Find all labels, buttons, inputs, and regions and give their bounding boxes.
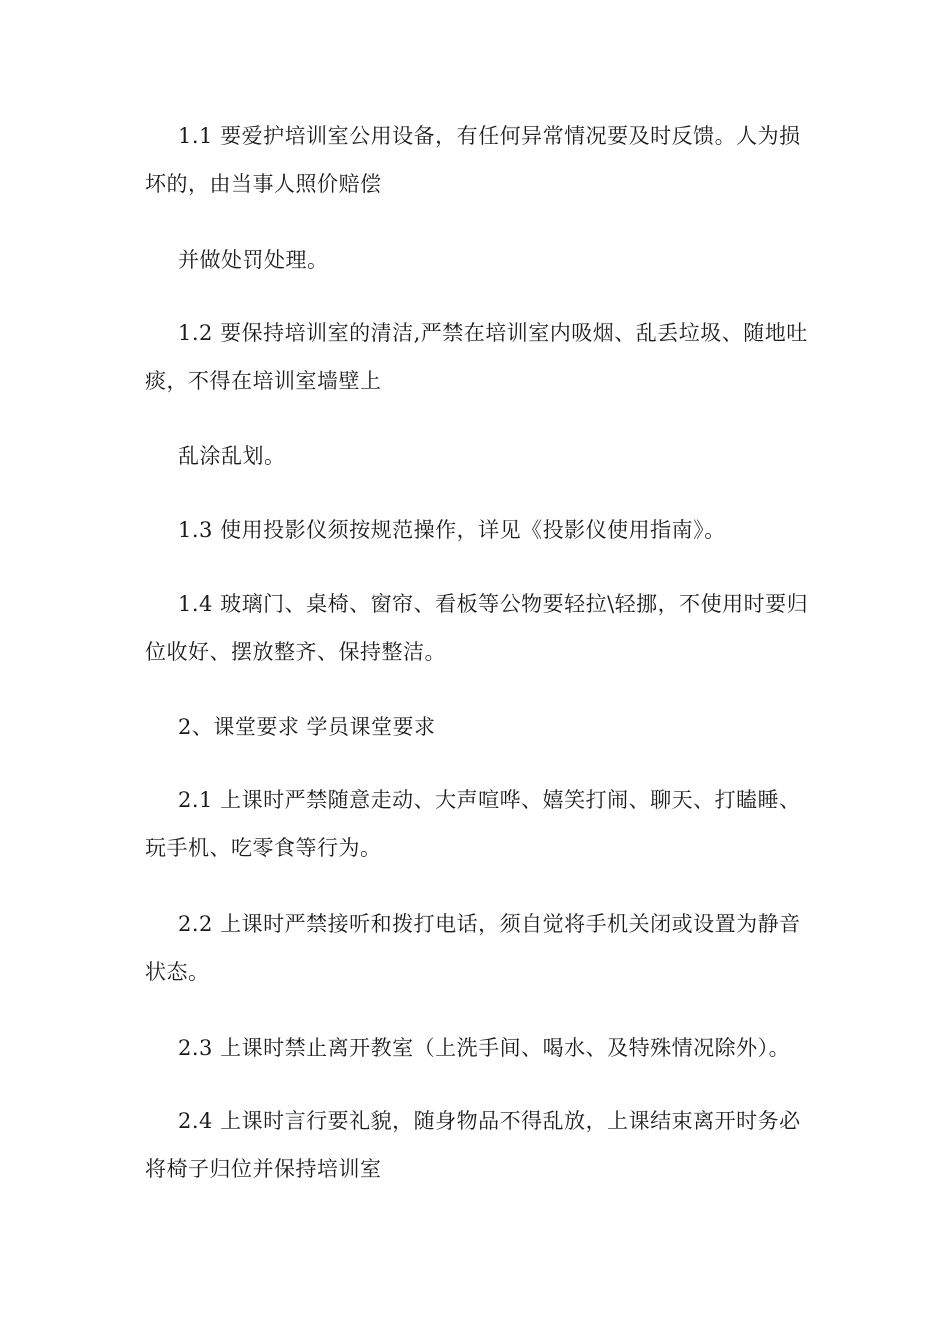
paragraph-1-1 (145, 112, 813, 208)
section-heading-2 (145, 703, 813, 751)
paragraph-line: 位收好、摆放整齐、保持整洁。 (145, 640, 446, 664)
paragraph-line: 玩手机、吃零食等行为。 (145, 836, 382, 860)
paragraph-line: 并做处罚处理。 (178, 248, 329, 272)
paragraph-line: 坏的，由当事人照价赔偿 (145, 172, 382, 196)
paragraph-line: 2、课堂要求 学员课堂要求 (178, 715, 436, 739)
paragraph-line: 2.2 上课时严禁接听和拨打电话，须自觉将手机关闭或设置为静音 (178, 912, 801, 936)
paragraph-line: 痰，不得在培训室墙壁上 (145, 369, 382, 393)
paragraph-2-4 (145, 1097, 813, 1193)
paragraph-2-3 (145, 1024, 813, 1072)
paragraph-line: 2.4 上课时言行要礼貌，随身物品不得乱放，上课结束离开时务必 (178, 1109, 801, 1133)
paragraph-1-3 (145, 506, 813, 554)
paragraph-line: 2.3 上课时禁止离开教室（上洗手间、喝水、及特殊情况除外）。 (178, 1036, 791, 1060)
paragraph-2-2 (145, 900, 813, 996)
paragraph-line: 1.1 要爱护培训室公用设备，有任何异常情况要及时反馈。人为损 (178, 124, 801, 148)
paragraph-line: 2.1 上课时严禁随意走动、大声喧哗、嬉笑打闹、聊天、打瞌睡、 (178, 788, 801, 812)
paragraph-line: 乱涂乱划。 (178, 444, 286, 468)
paragraph-1-2 (145, 309, 813, 405)
paragraph-line: 状态。 (145, 960, 210, 984)
paragraph-1-1-continued (145, 236, 813, 284)
paragraph-2-1 (145, 776, 813, 872)
paragraph-line: 1.2 要保持培训室的清洁,严禁在培训室内吸烟、乱丢垃圾、随地吐 (178, 321, 808, 345)
paragraph-line: 将椅子归位并保持培训室 (145, 1157, 382, 1181)
paragraph-line: 1.3 使用投影仪须按规范操作，详见《投影仪使用指南》。 (178, 518, 726, 542)
paragraph-line: 1.4 玻璃门、桌椅、窗帘、看板等公物要轻拉\轻挪，不使用时要归 (178, 592, 809, 616)
paragraph-1-4 (145, 580, 813, 676)
paragraph-1-2-continued (145, 432, 813, 480)
